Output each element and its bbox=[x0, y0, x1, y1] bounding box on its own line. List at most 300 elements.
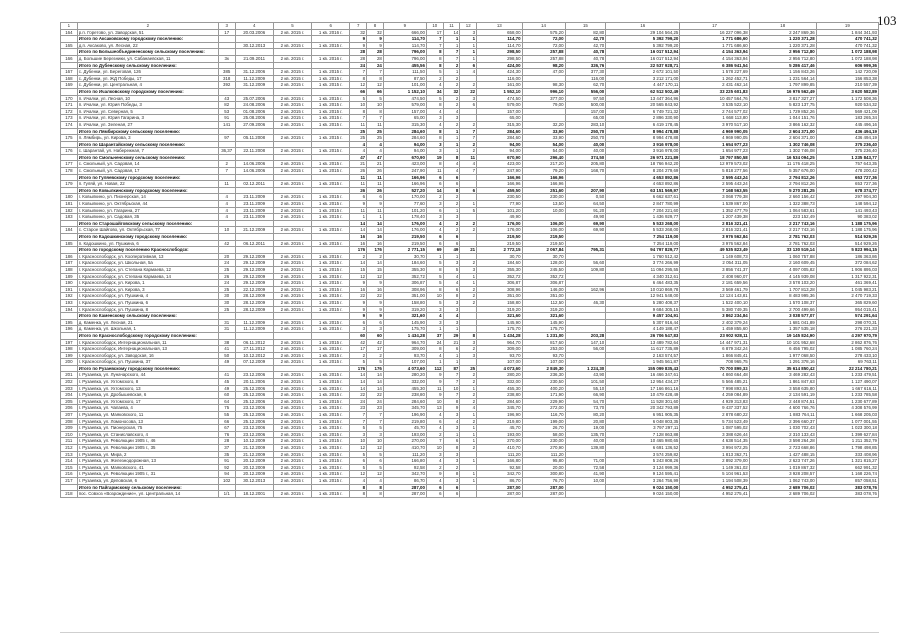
table-cell: 306,87 bbox=[383, 280, 426, 287]
table-cell: 16 227 096,38 bbox=[680, 29, 749, 36]
table-cell: 352,72 bbox=[522, 273, 565, 280]
table-cell bbox=[218, 154, 235, 161]
table-cell: 0,50 bbox=[565, 194, 606, 201]
table-cell: 964,70 bbox=[477, 339, 522, 346]
row-number-cell: 204 bbox=[61, 392, 78, 399]
table-cell: 23 bbox=[367, 405, 384, 412]
table-cell: 10,00 bbox=[565, 477, 606, 484]
table-row bbox=[61, 471, 879, 478]
table-cell: 55,10 bbox=[565, 385, 606, 392]
row-number-cell: 182 bbox=[61, 207, 78, 214]
table-cell: 1 bbox=[460, 36, 477, 43]
table-cell bbox=[565, 253, 606, 260]
table-cell: 309,00 bbox=[383, 346, 426, 353]
table-cell: 10 bbox=[350, 438, 367, 445]
table-cell: 5 bbox=[426, 299, 443, 306]
table-cell: 111,20 bbox=[383, 451, 426, 458]
row-number-cell: 170 bbox=[61, 95, 78, 102]
table-cell: 4 952 275,41 bbox=[680, 491, 749, 498]
table-cell: 16 bbox=[367, 240, 384, 247]
table-cell: 196,90 bbox=[383, 412, 426, 419]
row-number-cell: 173 bbox=[61, 115, 78, 122]
table-cell: 6 bbox=[443, 286, 460, 293]
table-cell: 3 bbox=[367, 326, 384, 333]
table-row bbox=[61, 286, 879, 293]
table-cell: 4 308 576,99 bbox=[816, 405, 878, 412]
row-number-cell bbox=[61, 36, 78, 43]
table-cell: 176 bbox=[367, 365, 384, 372]
table-cell: 653 727,36 bbox=[816, 174, 878, 181]
table-cell: 9 024 150,00 bbox=[606, 484, 680, 491]
table-cell: 41 bbox=[218, 346, 235, 353]
table-cell: 5 bbox=[367, 359, 384, 366]
table-cell: 23 902 928,11 bbox=[680, 332, 749, 339]
table-cell: 383 078,76 bbox=[816, 491, 878, 498]
table-cell: 9 bbox=[350, 42, 367, 49]
address-cell: д.п. Аксаково, ул. Лесная, 22 bbox=[77, 42, 218, 49]
table-cell: 162,96 bbox=[565, 286, 606, 293]
table-cell: 17 bbox=[218, 29, 235, 36]
table-cell: 1 149 608,73 bbox=[680, 253, 749, 260]
subtotal-row bbox=[61, 62, 879, 69]
table-cell: 4 653 892,86 bbox=[606, 181, 680, 188]
table-cell: 4 bbox=[218, 201, 235, 208]
table-cell bbox=[312, 128, 350, 135]
table-cell: 4 bbox=[460, 161, 477, 168]
table-cell: 17 166 861,16 bbox=[606, 385, 680, 392]
table-cell bbox=[460, 326, 477, 333]
table-row bbox=[61, 95, 879, 102]
table-cell: 11 bbox=[367, 207, 384, 214]
table-cell: 07.12.2009 bbox=[235, 359, 273, 366]
table-cell: 58,00 bbox=[522, 431, 565, 438]
table-cell: 23.11.2009 bbox=[235, 214, 273, 221]
table-cell: 2 кв. 2015 г. bbox=[273, 148, 311, 155]
address-cell: Итого по Шарантайскому сельскому поселению: bbox=[77, 141, 218, 148]
table-cell: 2 кв. 2015 г. bbox=[273, 207, 311, 214]
table-cell: 333 408,96 bbox=[816, 451, 878, 458]
address-cell: Итого по Аксаковскому городскому поселению: bbox=[77, 36, 218, 43]
table-cell bbox=[273, 234, 311, 241]
address-cell: Итого по Пайгармскому сельскому поселению: bbox=[77, 484, 218, 491]
table-cell: 24 bbox=[218, 260, 235, 267]
table-cell: 70 700 899,33 bbox=[680, 365, 749, 372]
table-cell: 141 bbox=[218, 121, 235, 128]
table-cell: 1 кв. 2015 г. bbox=[312, 260, 350, 267]
column-number: 16 bbox=[606, 23, 680, 30]
table-cell: 9 bbox=[367, 313, 384, 320]
table-cell bbox=[312, 88, 350, 95]
table-cell: 7 204 221,60 bbox=[606, 207, 680, 214]
table-cell: 351,00 bbox=[522, 293, 565, 300]
table-cell: 15 bbox=[350, 266, 367, 273]
table-cell: 75 bbox=[218, 405, 235, 412]
table-cell: 11 176 418,25 bbox=[749, 161, 816, 168]
table-cell: 1 bbox=[350, 214, 367, 221]
table-cell: 72,00 bbox=[522, 42, 565, 49]
table-cell: 1 302 746,08 bbox=[749, 141, 816, 148]
table-cell: 342,70 bbox=[383, 471, 426, 478]
table-cell: 5 bbox=[350, 451, 367, 458]
table-cell: 184,60 bbox=[383, 260, 426, 267]
table-cell: 4 bbox=[350, 141, 367, 148]
table-cell bbox=[522, 75, 565, 82]
table-cell: 455,30 bbox=[383, 385, 426, 392]
table-cell: 38 bbox=[218, 339, 235, 346]
table-cell: 1 bbox=[443, 141, 460, 148]
table-cell bbox=[312, 174, 350, 181]
table-cell: 6 bbox=[443, 174, 460, 181]
table-cell: 1 кв. 2015 г. bbox=[312, 352, 350, 359]
table-cell: 54,70 bbox=[565, 398, 606, 405]
table-row bbox=[61, 121, 879, 128]
table-cell: 86,70 bbox=[477, 477, 522, 484]
table-cell: 6 bbox=[443, 438, 460, 445]
table-cell: 574 291,64 bbox=[816, 313, 878, 320]
table-cell: 4 bbox=[426, 412, 443, 419]
table-cell: 6 bbox=[367, 194, 384, 201]
table-cell: 139,80 bbox=[565, 445, 606, 452]
table-cell: 2 bbox=[460, 293, 477, 300]
table-cell: 199,00 bbox=[522, 418, 565, 425]
table-cell bbox=[235, 313, 273, 320]
table-cell: 49 535 823,49 bbox=[680, 247, 749, 254]
table-cell: 8 bbox=[367, 491, 384, 498]
table-cell: 3 574 259,82 bbox=[606, 451, 680, 458]
table-cell: 6 bbox=[443, 491, 460, 498]
table-cell: 5 823 137,75 bbox=[749, 102, 816, 109]
table-row bbox=[61, 431, 879, 438]
table-row bbox=[61, 306, 879, 313]
table-cell: 2 bbox=[426, 75, 443, 82]
table-cell bbox=[218, 49, 235, 56]
address-cell: г. Рузаевка, ул. Революции 1905 г., 46 bbox=[77, 438, 218, 445]
table-cell: 1 кв. 2015 г. bbox=[312, 227, 350, 234]
table-cell: 5 357 676,00 bbox=[749, 168, 816, 175]
address-cell: Итого по Дубенскому сельскому поселению: bbox=[77, 62, 218, 69]
table-cell: 42,70 bbox=[565, 36, 606, 43]
table-cell: 1 bbox=[460, 201, 477, 208]
column-number: 13 bbox=[477, 23, 522, 30]
table-cell: 30 bbox=[218, 299, 235, 306]
table-cell: 4 bbox=[460, 405, 477, 412]
table-cell: 1 кв. 2015 г. bbox=[312, 405, 350, 412]
table-cell: 128,00 bbox=[522, 260, 565, 267]
table-cell: 1 060 757,88 bbox=[749, 253, 816, 260]
table-row bbox=[61, 69, 879, 76]
address-cell: г. Рузаевка, ул. Ухтомского, 8 bbox=[77, 379, 218, 386]
column-number: 9 bbox=[383, 23, 426, 30]
address-cell: д. Каменка, ул. Лесная, 21 bbox=[77, 319, 218, 326]
table-cell: 7 bbox=[350, 69, 367, 76]
table-cell: 20 565 843,92 bbox=[606, 102, 680, 109]
table-cell: 1 866 845,41 bbox=[680, 352, 749, 359]
table-cell: 82 bbox=[218, 102, 235, 109]
table-cell: 287,00 bbox=[522, 491, 565, 498]
table-cell: 4 bbox=[443, 280, 460, 287]
table-cell: 2 кв. 2015 г. bbox=[273, 121, 311, 128]
table-cell: 10 bbox=[426, 398, 443, 405]
table-cell bbox=[312, 62, 350, 69]
table-cell: 8 994 478,88 bbox=[606, 135, 680, 142]
table-cell: 287,00 bbox=[477, 484, 522, 491]
table-cell: 2 892 379,00 bbox=[680, 458, 749, 465]
table-cell: 4 154 363,94 bbox=[680, 55, 749, 62]
table-cell: 1 кв. 2015 г. bbox=[312, 438, 350, 445]
table-cell bbox=[218, 365, 235, 372]
table-cell: 377,00 bbox=[522, 95, 565, 102]
table-cell: 2 878 680,22 bbox=[680, 412, 749, 419]
table-cell: 1 bbox=[460, 438, 477, 445]
table-cell: 5 bbox=[350, 425, 367, 432]
table-cell: 3 bbox=[367, 431, 384, 438]
table-cell: 168,70 bbox=[565, 168, 606, 175]
table-cell: 3 598 264,28 bbox=[749, 438, 816, 445]
table-cell: 1 152,10 bbox=[383, 88, 426, 95]
table-cell: 795,31 bbox=[565, 247, 606, 254]
table-cell: 22 537 928,71 bbox=[606, 62, 680, 69]
table-cell: 5 bbox=[367, 464, 384, 471]
table-cell: 91,20 bbox=[565, 207, 606, 214]
table-cell: 1 813 362,71 bbox=[680, 451, 749, 458]
table-cell: 7 168 563,55 bbox=[680, 187, 749, 194]
table-cell: 1 302 746,08 bbox=[749, 148, 816, 155]
table-cell: 2 кв. 2015 г. bbox=[273, 42, 311, 49]
table-cell: 166,80 bbox=[477, 458, 522, 465]
table-cell: 21.12.2009 bbox=[235, 445, 273, 452]
table-row bbox=[61, 201, 879, 208]
table-cell: 3 928 208,57 bbox=[749, 471, 816, 478]
table-cell bbox=[460, 359, 477, 366]
table-cell: 270,90 bbox=[522, 445, 565, 452]
table-cell: 423,00 bbox=[477, 161, 522, 168]
address-cell: г. Рузаевка, ул. Луначарского, 44 bbox=[77, 372, 218, 379]
table-cell bbox=[312, 234, 350, 241]
table-row bbox=[61, 227, 879, 234]
table-cell: 3 bbox=[443, 458, 460, 465]
table-cell: 17 bbox=[426, 29, 443, 36]
table-cell: 25 bbox=[350, 135, 367, 142]
table-cell: 1 977 068,50 bbox=[749, 352, 816, 359]
table-cell: 12 941 548,00 bbox=[606, 293, 680, 300]
table-cell: 1 bbox=[460, 412, 477, 419]
table-cell: 2 bbox=[460, 392, 477, 399]
table-cell: 9 124 595,41 bbox=[606, 471, 680, 478]
table-cell: 16 bbox=[350, 234, 367, 241]
table-cell: 02.12.2011 bbox=[235, 181, 273, 188]
address-cell: Итого по Рузаевскому городскому поселению: bbox=[77, 365, 218, 372]
table-cell: 8 bbox=[443, 187, 460, 194]
table-cell: 06.11.2012 bbox=[235, 339, 273, 346]
table-cell: 296,40 bbox=[522, 154, 565, 161]
table-cell: 5 bbox=[367, 95, 384, 102]
column-number: 1 bbox=[61, 23, 78, 30]
table-cell: 8 483 995,36 bbox=[749, 293, 816, 300]
table-cell: 114,70 bbox=[383, 36, 426, 43]
table-cell: 2 396 660,37 bbox=[749, 418, 816, 425]
table-cell: 98,20 bbox=[522, 62, 565, 69]
table-cell: 29.12.2009 bbox=[235, 260, 273, 267]
table-cell: 3 bbox=[426, 319, 443, 326]
table-cell: 27.11.2012 bbox=[235, 346, 273, 353]
row-number-cell: 164 bbox=[61, 29, 78, 36]
table-cell: 12 bbox=[350, 82, 367, 89]
table-cell: 1 729 852,26 bbox=[749, 108, 816, 115]
table-cell: 25.08.2006 bbox=[235, 115, 273, 122]
table-cell: 2 кв. 2015 г. bbox=[273, 69, 311, 76]
table-cell: 49 bbox=[443, 247, 460, 254]
table-cell: 6 bbox=[426, 491, 443, 498]
table-cell: 12 979 573,02 bbox=[680, 161, 749, 168]
table-row bbox=[61, 280, 879, 287]
table-cell: 2 кв. 2015 г. bbox=[273, 108, 311, 115]
address-cell: п. Гуляй, ул. Новая, 22 bbox=[77, 181, 218, 188]
row-number-cell: 218 bbox=[61, 491, 78, 498]
table-cell: 193,00 bbox=[383, 431, 426, 438]
table-cell: 11 094 295,55 bbox=[606, 266, 680, 273]
table-cell bbox=[235, 247, 273, 254]
table-cell: 30.12.2013 bbox=[235, 477, 273, 484]
table-cell: 66 bbox=[218, 418, 235, 425]
table-cell: 4 297 970,79 bbox=[816, 332, 878, 339]
table-cell: 11 bbox=[367, 174, 384, 181]
table-cell: 175,70 bbox=[522, 326, 565, 333]
table-cell: 6 bbox=[426, 484, 443, 491]
table-cell: 1 797 899,85 bbox=[749, 82, 816, 89]
table-cell bbox=[218, 313, 235, 320]
table-cell: 79,20 bbox=[522, 168, 565, 175]
table-cell: 18 797 850,58 bbox=[680, 154, 749, 161]
table-cell: 321,60 bbox=[477, 313, 522, 320]
table-cell: 13 447 364,96 bbox=[606, 95, 680, 102]
table-row bbox=[61, 438, 879, 445]
table-cell: 2 bbox=[443, 121, 460, 128]
table-cell: 64 bbox=[218, 398, 235, 405]
table-cell: 2 181 659,56 bbox=[680, 280, 749, 287]
table-cell: 257,88 bbox=[522, 55, 565, 62]
table-cell: 25 bbox=[218, 286, 235, 293]
table-cell: 41 bbox=[218, 372, 235, 379]
table-cell: 3 bbox=[460, 352, 477, 359]
table-cell: 16 bbox=[367, 234, 384, 241]
table-cell: 375 236,40 bbox=[816, 141, 878, 148]
row-number-cell: 195 bbox=[61, 319, 78, 326]
table-cell: 1 072 188,98 bbox=[816, 55, 878, 62]
table-cell: 8 bbox=[426, 135, 443, 142]
table-cell: 1/1 bbox=[218, 491, 235, 498]
table-cell: 1 bbox=[443, 207, 460, 214]
table-cell: 1 bbox=[460, 49, 477, 56]
table-cell: 49,90 bbox=[477, 214, 522, 221]
table-row bbox=[61, 339, 879, 346]
table-cell: 21 bbox=[367, 161, 384, 168]
row-number-cell: 186 bbox=[61, 253, 78, 260]
table-cell: 1 кв. 2015 г. bbox=[312, 82, 350, 89]
table-cell: 4 bbox=[426, 227, 443, 234]
table-cell: 2 bbox=[350, 253, 367, 260]
table-cell: 112 bbox=[426, 365, 443, 372]
table-cell: 857 058,51 bbox=[816, 477, 878, 484]
address-cell: Итого по Лямбирскому сельскому поселению: bbox=[77, 128, 218, 135]
table-cell: 5 307 916,44 bbox=[606, 319, 680, 326]
table-cell bbox=[565, 234, 606, 241]
row-number-cell: 210 bbox=[61, 431, 78, 438]
table-cell: 2 163 574,57 bbox=[606, 352, 680, 359]
table-cell: 5 566 485,21 bbox=[680, 379, 749, 386]
address-cell: с. Дубенки, ул. Центральная, 4 bbox=[77, 82, 218, 89]
row-number-cell: 189 bbox=[61, 273, 78, 280]
table-cell: 176,00 bbox=[477, 227, 522, 234]
table-cell: 319,20 bbox=[383, 306, 426, 313]
table-cell: 111,20 bbox=[477, 451, 522, 458]
table-cell: 374,50 bbox=[565, 154, 606, 161]
table-cell: 352,72 bbox=[383, 273, 426, 280]
table-cell: 2 849,30 bbox=[522, 365, 565, 372]
table-cell bbox=[235, 187, 273, 194]
row-number-cell: 174 bbox=[61, 121, 78, 128]
table-cell: 1 кв. 2015 г. bbox=[312, 464, 350, 471]
table-cell: 54,00 bbox=[522, 148, 565, 155]
table-cell: 3 124 999,36 bbox=[606, 464, 680, 471]
table-cell: 708 965,75 bbox=[680, 359, 749, 366]
table-cell: 1 317 922,31 bbox=[816, 273, 878, 280]
table-cell: 6 bbox=[426, 240, 443, 247]
table-cell: 375 236,40 bbox=[816, 148, 878, 155]
table-cell: 1 bbox=[443, 431, 460, 438]
address-cell: р.п. Горетово, ул. Заводская, 51 bbox=[77, 29, 218, 36]
table-cell: 22 bbox=[367, 293, 384, 300]
table-cell: 1 кв. 2015 г. bbox=[312, 115, 350, 122]
table-cell: 107,00 bbox=[477, 359, 522, 366]
table-cell: 2 кв. 2015 г. bbox=[273, 227, 311, 234]
table-cell: 1 кв. 2016 г. bbox=[312, 29, 350, 36]
table-cell: 9 684 305,15 bbox=[606, 306, 680, 313]
table-cell: 109,80 bbox=[565, 266, 606, 273]
table-cell: 11 bbox=[218, 181, 235, 188]
table-row bbox=[61, 42, 879, 49]
table-cell: 114,70 bbox=[383, 42, 426, 49]
table-cell: 2 bbox=[426, 431, 443, 438]
table-cell: 2 кв. 2015 г. bbox=[273, 115, 311, 122]
table-cell: 6 bbox=[426, 418, 443, 425]
table-cell: 2 кв. 2015 г. bbox=[273, 379, 311, 386]
table-cell: 14 bbox=[367, 227, 384, 234]
table-cell: 3 bbox=[426, 451, 443, 458]
table-cell: 2 794 812,26 bbox=[749, 181, 816, 188]
table-cell: 10 101 952,68 bbox=[749, 339, 816, 346]
table-cell: 176 bbox=[350, 365, 367, 372]
table-cell: 1 207 439,38 bbox=[680, 214, 749, 221]
table-cell: 1 кв. 2015 г. bbox=[312, 477, 350, 484]
table-cell: 1 522 400,10 bbox=[680, 299, 749, 306]
table-cell: 2 кв. 2015 г. bbox=[273, 438, 311, 445]
table-cell: 306,87 bbox=[477, 280, 522, 287]
table-cell: 5 bbox=[460, 207, 477, 214]
table-cell: 33 130 519,14 bbox=[749, 247, 816, 254]
table-cell: 2 кв. 2015 г. bbox=[273, 326, 311, 333]
table-row bbox=[61, 207, 879, 214]
table-cell: 298,50 bbox=[477, 49, 522, 56]
table-cell: 2 402 379,24 bbox=[680, 319, 749, 326]
table-cell: 14.06.2006 bbox=[235, 161, 273, 168]
table-cell: 4 259 084,89 bbox=[680, 392, 749, 399]
table-cell: 4 bbox=[443, 168, 460, 175]
table-cell: 18 766 942,20 bbox=[606, 161, 680, 168]
table-cell: 7 bbox=[350, 115, 367, 122]
table-cell: 21 bbox=[350, 161, 367, 168]
table-cell: 26 bbox=[350, 187, 367, 194]
table-cell: 142 720,09 bbox=[816, 69, 878, 76]
